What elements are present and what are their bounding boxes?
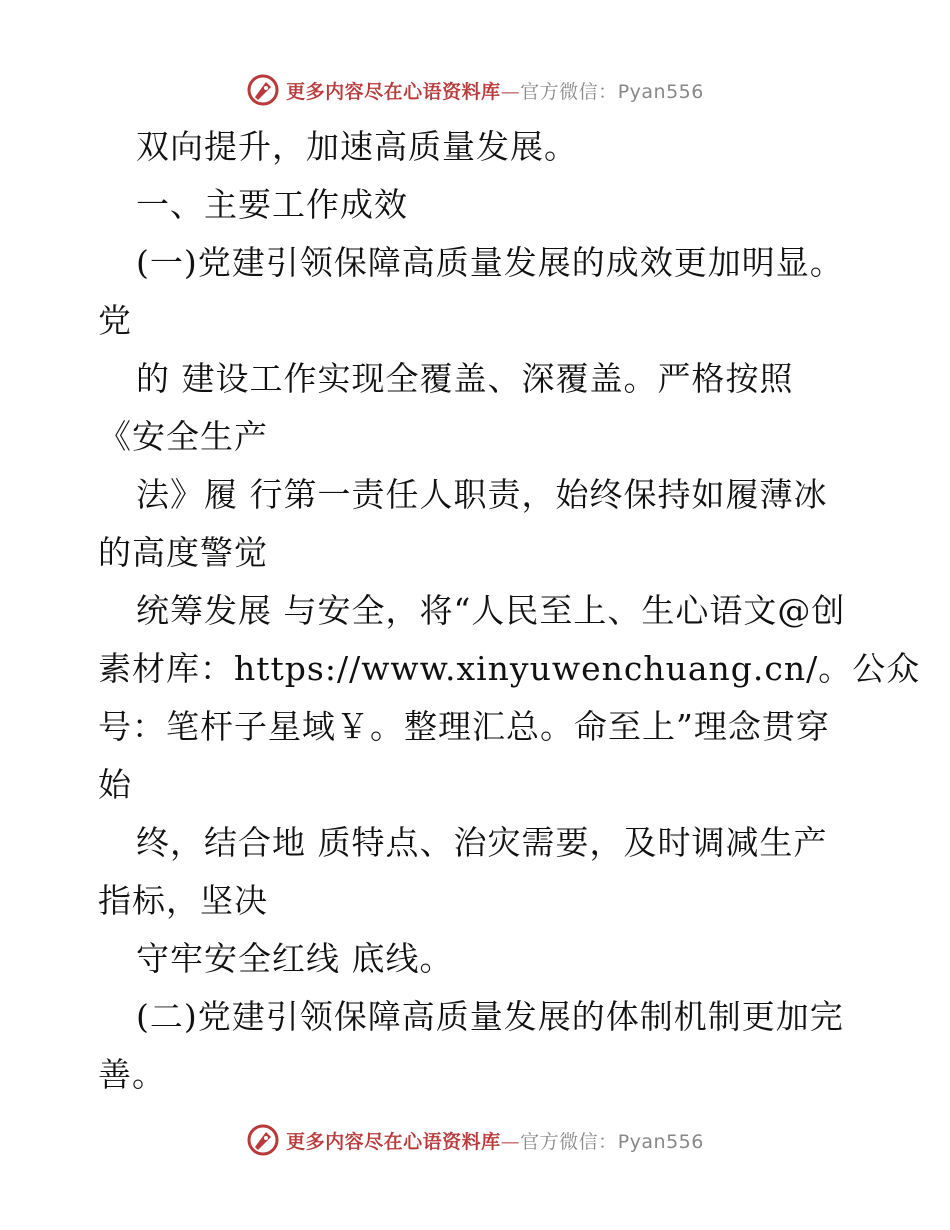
body-line: 的 建设工作实现全覆盖、深覆盖。严格按照	[136, 359, 794, 398]
body-line: 始	[98, 765, 132, 804]
document-body	[98, 118, 921, 1104]
body-line: 终，结合地 质特点、治灾需要，及时调减生产	[136, 823, 828, 862]
body-line: 法》履 行第一责任人职责，始终保持如履薄冰	[136, 475, 828, 514]
banner-text	[286, 1127, 704, 1154]
banner-text	[286, 77, 704, 104]
banner-dash: —	[500, 1130, 521, 1153]
banner-wx-label: 官方微信：	[520, 1130, 618, 1153]
banner-lead: 更多内容尽在心语资料库	[286, 80, 501, 103]
pen-nib-logo-icon	[246, 73, 280, 107]
body-line: 的高度警觉	[98, 533, 268, 572]
body-line: 党	[98, 301, 132, 340]
body-line: 素材库：https://www.xinyuwenchuang.cn/。公众	[98, 649, 921, 688]
body-line: 统筹发展 与安全，将“人民至上、生心语文@创	[136, 591, 846, 630]
banner-wx-label: 官方微信：	[520, 80, 618, 103]
body-line: 守牢安全红线 底线。	[136, 939, 454, 978]
body-line: (二)党建引领保障高质量发展的体制机制更加完	[136, 997, 844, 1036]
section-heading: 一、主要工作成效	[136, 185, 408, 224]
body-line: 《安全生产	[98, 417, 268, 456]
body-line: (一)党建引领保障高质量发展的成效更加明显。	[136, 243, 844, 282]
body-line: 善。	[98, 1055, 166, 1094]
banner-wx-id: Pyan556	[617, 1130, 704, 1153]
body-line: 双向提升，加速高质量发展。	[136, 127, 578, 166]
banner-wx-id: Pyan556	[617, 80, 704, 103]
banner-dash: —	[500, 80, 521, 103]
banner-lead: 更多内容尽在心语资料库	[286, 1130, 501, 1153]
body-line: 号：笔杆子星域￥。整理汇总。命至上”理念贯穿	[98, 707, 830, 746]
pen-nib-logo-icon	[246, 1123, 280, 1157]
body-line: 指标，坚决	[98, 881, 268, 920]
header-banner	[0, 70, 950, 110]
footer-banner	[0, 1120, 950, 1160]
